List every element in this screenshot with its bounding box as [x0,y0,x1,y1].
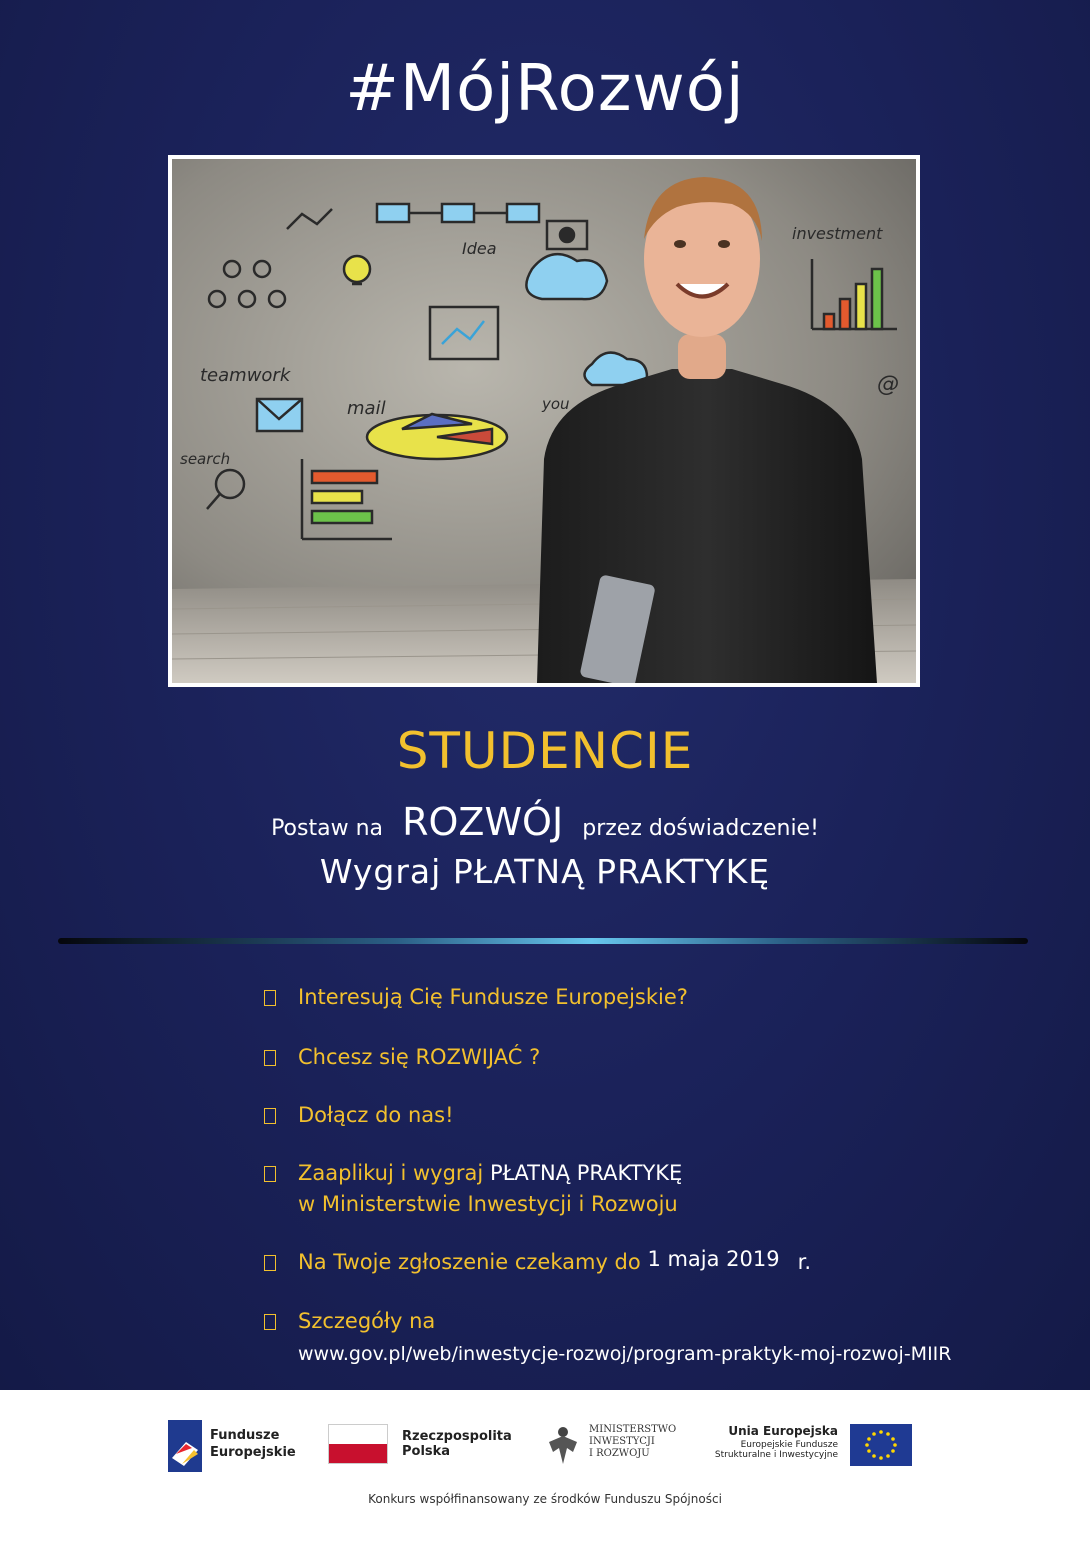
doodle-idea: Idea [462,239,497,258]
checkbox-icon [264,1166,276,1182]
rp-line-2: Polska [402,1444,451,1459]
details-url[interactable]: www.gov.pl/web/inwestycje-rozwoj/program-praktyk-moj-rozwoj-MIIR [298,1343,952,1365]
checkbox-icon [264,990,276,1006]
list-item-text: Dołącz do nas! [298,1103,454,1127]
ue-text [700,1424,838,1460]
doodle-search: search [180,450,231,468]
cofinancing-note: Konkurs współfinansowany ze środków Funduszu Spójności [368,1492,722,1506]
list-item-text: Interesują Cię Fundusze Europejskie? [298,985,688,1009]
fe-line-2: Europejskie [210,1445,296,1460]
checkbox-icon [264,1108,276,1124]
deadline-text: Na Twoje zgłoszenie czekamy do [298,1250,641,1274]
mi-line-2: INWESTYCJI [589,1436,655,1447]
hero-photo [172,159,916,683]
list-item-text: Szczegóły na [298,1309,436,1333]
hero-photo-illustration [172,159,916,683]
hashtag-title: #MójRozwój [345,52,745,126]
apply-text: Zaaplikuj i wygraj [298,1161,484,1185]
ministry-name [589,1424,676,1460]
ue-line-2: Europejskie Fundusze [740,1440,838,1450]
deadline-suffix: r. [797,1250,812,1274]
checkbox-icon [264,1255,276,1271]
rp-line-1: Rzeczpospolita [402,1429,512,1444]
eu-flag-icon [850,1424,912,1466]
deadline-date: 1 maja 2019 [647,1247,780,1271]
tagline-big: ROZWÓJ [402,800,564,844]
tagline-pre: Postaw na [271,816,384,841]
checkbox-icon [264,1050,276,1066]
footer [0,1390,1090,1545]
ministry-text: w Ministerstwie Inwestycji i Rozwoju [298,1192,678,1216]
mi-line-1: MINISTERSTWO [589,1424,677,1435]
tagline-line-2: Wygraj PŁATNĄ PRAKTYKĘ [319,852,771,891]
headline: STUDENCIE [396,722,694,780]
checkbox-icon [264,1314,276,1330]
eagle-icon [545,1424,581,1468]
doodle-investment: investment [792,224,883,243]
fe-line-1: Fundusze [210,1428,280,1443]
ue-line-3: Strukturalne i Inwestycyjne [714,1450,838,1460]
mi-line-3: I ROZWOJU [589,1448,650,1459]
doodle-you: you [542,395,570,413]
list-item-text: Chcesz się ROZWIJAĆ ? [298,1045,541,1069]
tagline-post: przez doświadczenie! [582,816,819,841]
paid-internship-text: PŁATNĄ PRAKTYKĘ [489,1161,683,1185]
tagline-line-1 [0,800,1090,844]
divider [58,938,1028,944]
doodle-mail: mail [347,398,386,419]
fe-logo-icon [168,1420,202,1472]
list-item-text [298,1161,682,1185]
ue-line-1: Unia Europejska [728,1424,838,1438]
doodle-at: @ [877,372,899,397]
photo-frame [168,155,920,687]
flag-icon [328,1424,388,1464]
doodle-teamwork: teamwork [200,365,291,386]
list-item-text [298,1247,812,1274]
